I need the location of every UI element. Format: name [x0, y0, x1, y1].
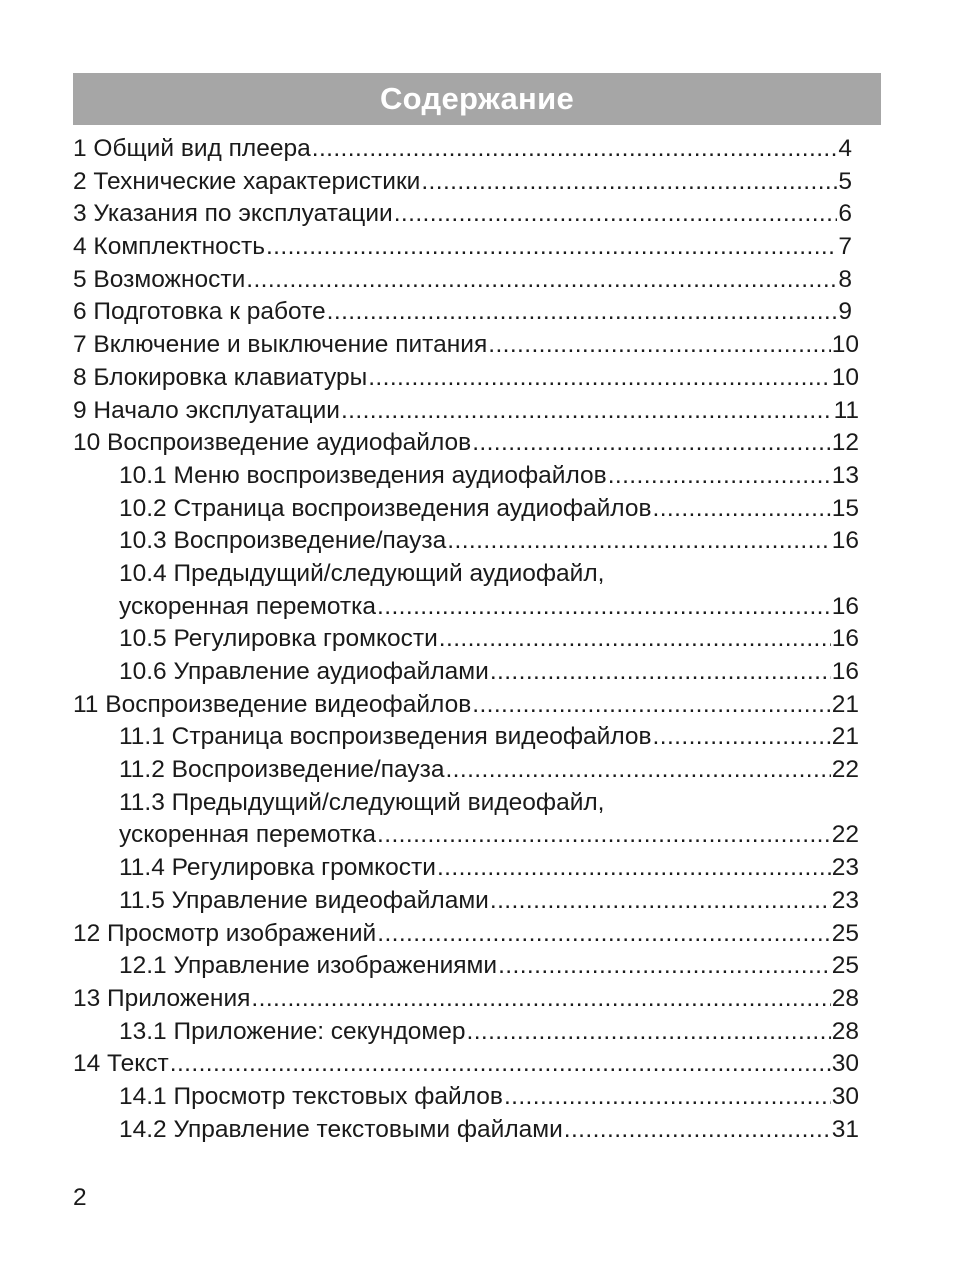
toc-entry[interactable] [73, 558, 859, 591]
toc-dot-leader [341, 395, 833, 428]
toc-dot-leader [377, 591, 831, 624]
toc-dot-leader [466, 1016, 830, 1049]
toc-entry-title: 10 Воспроизведение аудиофайлов [73, 429, 472, 457]
toc-entry-title: ускоренная перемотка [119, 821, 377, 849]
toc-entry-page: 10 [831, 331, 859, 359]
toc-dot-leader [266, 231, 837, 264]
toc-entry[interactable] [73, 525, 859, 558]
toc-entry-page: 21 [831, 723, 859, 751]
toc-entry[interactable] [73, 623, 859, 656]
toc-entry[interactable] [73, 264, 859, 297]
page-number: 2 [73, 1184, 87, 1211]
toc-entry-page: 23 [831, 886, 859, 914]
toc-dot-leader [251, 983, 830, 1016]
toc-dot-leader [170, 1048, 831, 1081]
toc-entry-title: 9 Начало эксплуатации [73, 396, 340, 424]
toc-entry[interactable] [73, 918, 859, 951]
toc-entry[interactable] [73, 689, 859, 722]
toc-entry-page: 11 [833, 396, 859, 424]
toc-dot-leader [312, 133, 838, 166]
toc-entry-page: 23 [831, 854, 859, 882]
table-of-contents [73, 133, 859, 1146]
toc-entry[interactable] [73, 754, 859, 787]
toc-dot-leader [488, 329, 831, 362]
toc-entry-page: 22 [831, 821, 859, 849]
toc-entry-page: 16 [831, 527, 859, 555]
toc-entry-page: 7 [838, 233, 852, 261]
toc-entry[interactable] [73, 950, 859, 983]
toc-entry[interactable] [73, 1081, 859, 1114]
toc-entry[interactable] [73, 787, 859, 820]
toc-entry[interactable] [73, 1048, 859, 1081]
toc-entry[interactable] [73, 231, 859, 264]
toc-entry-title: 2 Технические характеристики [73, 167, 421, 195]
toc-dot-leader [447, 525, 830, 558]
toc-entry-title: 11.3 Предыдущий/следующий видеофайл, [119, 788, 605, 816]
toc-entry[interactable] [73, 296, 859, 329]
toc-dot-leader [368, 362, 831, 395]
toc-entry-title: ускоренная перемотка [119, 592, 377, 620]
toc-entry-title: 7 Включение и выключение питания [73, 331, 488, 359]
toc-entry-page: 15 [831, 494, 859, 522]
toc-entry-title: 10.1 Меню воспроизведения аудиофайлов [119, 461, 607, 489]
toc-entry-title: 14.1 Просмотр текстовых файлов [119, 1082, 503, 1110]
toc-entry-page: 30 [831, 1050, 859, 1078]
toc-entry-title: 11.5 Управление видеофайлами [119, 886, 489, 914]
toc-entry-title: 11.2 Воспроизведение/пауза [119, 756, 445, 784]
toc-dot-leader [394, 198, 838, 231]
toc-entry-title: 10.5 Регулировка громкости [119, 625, 438, 653]
toc-entry[interactable] [73, 133, 859, 166]
toc-entry-title: 11.4 Регулировка громкости [119, 854, 436, 882]
toc-entry-page: 8 [838, 265, 852, 293]
toc-entry-page: 30 [831, 1082, 859, 1110]
toc-dot-leader [490, 885, 831, 918]
toc-entry-title: 14 Текст [73, 1050, 169, 1078]
toc-entry[interactable] [73, 1114, 859, 1147]
toc-entry[interactable] [73, 460, 859, 493]
contents-header-bar [73, 73, 881, 125]
toc-entry-page: 25 [831, 919, 859, 947]
toc-entry[interactable] [73, 656, 859, 689]
toc-entry-page: 5 [838, 167, 852, 195]
toc-dot-leader [445, 754, 830, 787]
toc-entry-page: 25 [831, 952, 859, 980]
toc-entry[interactable] [73, 591, 859, 624]
toc-entry-page: 13 [831, 461, 859, 489]
toc-entry-title: 10.3 Воспроизведение/пауза [119, 527, 447, 555]
toc-entry-title: 5 Возможности [73, 265, 246, 293]
toc-dot-leader [377, 918, 831, 951]
toc-entry-page: 28 [831, 1017, 859, 1045]
toc-entry-title: 3 Указания по эксплуатации [73, 200, 393, 228]
toc-entry-title: 13.1 Приложение: секундомер [119, 1017, 466, 1045]
toc-entry-title: 12.1 Управление изображениями [119, 952, 498, 980]
toc-entry[interactable] [73, 819, 859, 852]
toc-dot-leader [377, 819, 831, 852]
toc-dot-leader [653, 721, 831, 754]
toc-dot-leader [472, 689, 831, 722]
toc-dot-leader [327, 296, 838, 329]
toc-dot-leader [498, 950, 831, 983]
toc-dot-leader [246, 264, 837, 297]
toc-entry-title: 1 Общий вид плеера [73, 135, 311, 162]
toc-dot-leader [472, 427, 831, 460]
toc-entry[interactable] [73, 983, 859, 1016]
toc-entry[interactable] [73, 885, 859, 918]
toc-entry-page: 9 [838, 298, 852, 326]
toc-entry-title: 11 Воспроизведение видеофайлов [73, 690, 472, 718]
toc-entry[interactable] [73, 427, 859, 460]
toc-entry-page: 4 [838, 135, 852, 162]
toc-entry-title: 12 Просмотр изображений [73, 919, 377, 947]
toc-dot-leader [439, 623, 831, 656]
toc-entry-page: 22 [831, 756, 859, 784]
toc-entry-page: 31 [831, 1115, 859, 1143]
toc-entry[interactable] [73, 852, 859, 885]
toc-entry[interactable] [73, 166, 859, 199]
toc-entry-page: 21 [831, 690, 859, 718]
toc-entry-page: 16 [831, 658, 859, 685]
toc-entry-title: 4 Комплектность [73, 233, 265, 261]
toc-entry[interactable] [73, 395, 859, 428]
toc-entry-title: 13 Приложения [73, 984, 251, 1012]
toc-entry[interactable] [73, 1016, 859, 1049]
toc-entry[interactable] [73, 721, 859, 754]
toc-dot-leader [653, 493, 831, 526]
toc-dot-leader [564, 1114, 831, 1147]
toc-entry-title: 10.2 Страница воспроизведения аудиофайлов [119, 494, 652, 522]
toc-entry[interactable] [73, 329, 859, 362]
toc-entry-page: 10 [831, 363, 859, 391]
toc-entry-title: 14.2 Управление текстовыми файлами [119, 1115, 563, 1143]
toc-dot-leader [437, 852, 831, 885]
toc-entry-page: 16 [831, 592, 859, 620]
toc-entry[interactable] [73, 493, 859, 526]
toc-entry-page: 12 [831, 429, 859, 457]
toc-entry-title: 6 Подготовка к работе [73, 298, 326, 326]
toc-entry-page: 16 [831, 625, 859, 653]
toc-entry[interactable] [73, 198, 859, 231]
toc-entry-title: 10.4 Предыдущий/следующий аудиофайл, [119, 559, 605, 587]
toc-entry-title: 10.6 Управление аудиофайлами [119, 658, 489, 685]
toc-dot-leader [608, 460, 831, 493]
toc-dot-leader [490, 656, 831, 689]
toc-dot-leader [421, 166, 837, 199]
toc-entry-page: 6 [838, 200, 852, 228]
toc-entry-title: 8 Блокировка клавиатуры [73, 363, 368, 391]
toc-entry-title: 11.1 Страница воспроизведения видеофайлов [119, 723, 652, 751]
toc-entry-page: 28 [831, 984, 859, 1012]
toc-dot-leader [504, 1081, 831, 1114]
toc-entry[interactable] [73, 362, 859, 395]
contents-title: Содержание [380, 81, 574, 116]
